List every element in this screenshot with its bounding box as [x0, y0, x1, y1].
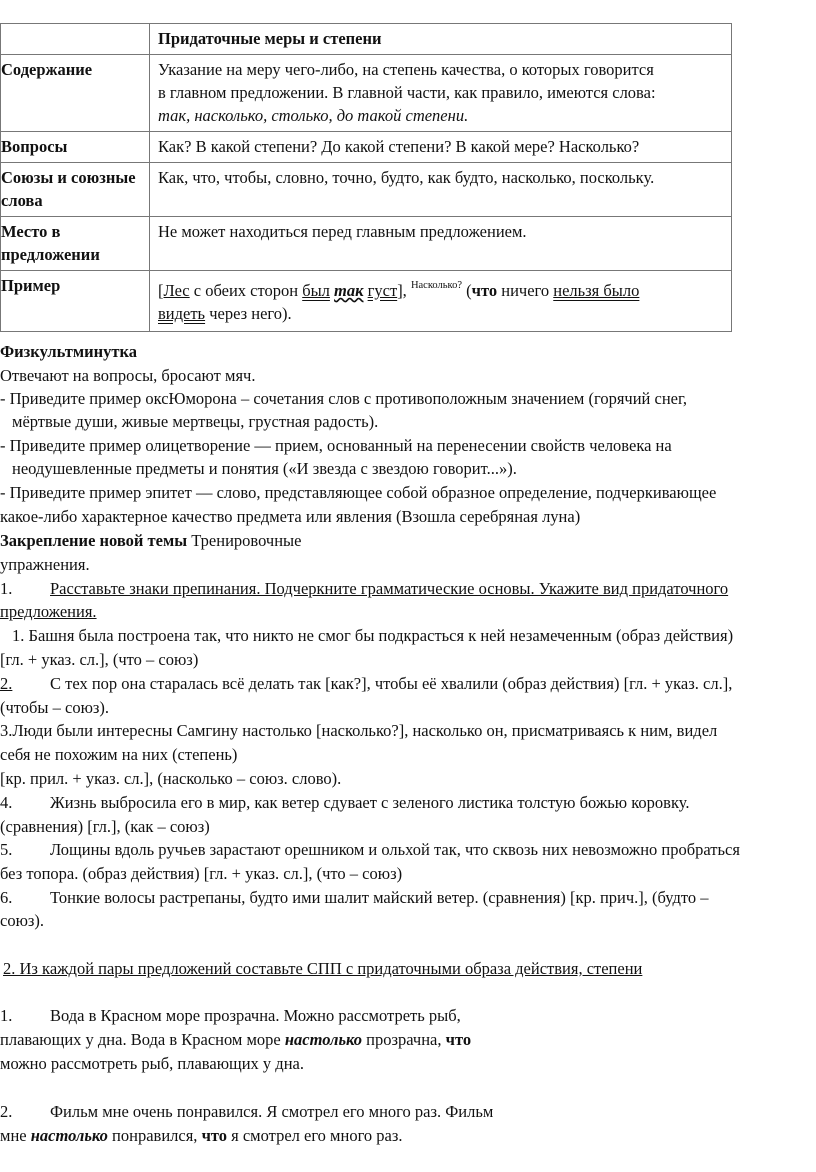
paragraph-line: без топора. (образ действия) [гл. + указ. сл.], (что – союз)	[0, 864, 403, 883]
list-item	[0, 886, 709, 909]
predicate-underline: густ	[367, 281, 398, 300]
table-row	[1, 24, 732, 55]
item-text: Жизнь выбросила его в мир, как ветер сдувает с зеленого листика толстую божью коровку.	[50, 793, 690, 812]
example-text: [	[158, 281, 164, 300]
paragraph-line: [кр. прил. + указ. сл.], (насколько – союз. слово).	[0, 769, 342, 788]
predicate-underline: нельзя было	[553, 281, 640, 300]
text-line: Указание на меру чего-либо, на степень качества, о которых говорится	[158, 60, 654, 79]
paragraph-line: союз).	[0, 911, 45, 930]
list-number: 2.	[0, 1102, 13, 1121]
emphasis-word: что	[201, 1126, 228, 1145]
table-row	[1, 55, 732, 132]
item-text: Фильм мне очень понравился. Я смотрел его много раз. Фильм	[50, 1102, 494, 1121]
task-heading: предложения.	[0, 602, 97, 621]
example-text: ничего	[497, 281, 554, 300]
paragraph-text: прозрачна,	[362, 1030, 446, 1049]
row-label	[1, 163, 150, 217]
example-text: ],	[397, 281, 407, 300]
paragraph-line: [гл. + указ. сл.], (что – союз)	[0, 650, 199, 669]
paragraph-line: Отвечают на вопросы, бросают мяч.	[0, 366, 256, 385]
paragraph-text: понравился,	[107, 1126, 202, 1145]
list-item	[0, 1100, 493, 1123]
paragraph-line: - Приведите пример эпитет — слово, представляющее собой образное определение, подчеркивающее	[0, 483, 717, 502]
task-heading	[0, 577, 728, 600]
list-item	[0, 672, 732, 695]
list-item	[0, 791, 689, 814]
emphasis-word: что	[445, 1030, 472, 1049]
task-text: Расставьте знаки препинания. Подчеркните грамматические основы. Укажите вид придаточного	[50, 579, 729, 598]
section-heading: Физкультминутка	[0, 342, 137, 361]
paragraph-text: плавающих у дна. Вода в Красном море	[0, 1030, 285, 1049]
task-heading: 2. Из каждой пары предложений составьте СПП с придаточными образа действия, степени	[3, 959, 643, 978]
example-text: (	[462, 281, 472, 300]
adverb-underline: так	[334, 281, 364, 300]
row-text	[150, 271, 732, 332]
item-text: С тех пор она старалась всё делать так [как?], чтобы её хвалили (образ действия) [гл. + указ. сл.],	[50, 674, 733, 693]
list-number: 1.	[0, 1006, 13, 1025]
predicate-underline: видеть	[158, 304, 206, 323]
paragraph-text: Тренировочные	[187, 531, 302, 550]
emphasis-word: настолько	[30, 1126, 108, 1145]
item-text: Лощины вдоль ручьев зарастают орешником и ольхой так, что сквозь них невозможно пробраться	[50, 840, 740, 859]
subject-underline: Лес	[163, 281, 190, 300]
paragraph-line: мёртвые души, живые мертвецы, грустная радость).	[12, 412, 379, 431]
paragraph-line: неодушевленные предметы и понятия («И звезда с звездою говорит...»).	[12, 459, 517, 478]
row-text: Не может находиться перед главным предложением.	[150, 217, 732, 271]
table-cell	[1, 24, 150, 55]
list-item	[0, 1004, 461, 1027]
paragraph-line: себя не похожим на них (степень)	[0, 745, 238, 764]
label-line: Союзы и союзные	[1, 168, 136, 187]
table-row	[1, 217, 732, 271]
list-item: 1. Башня была построена так, что никто не смог бы подкрасться к ней незамеченным (образ действия)	[12, 626, 734, 645]
paragraph-text: мне	[0, 1126, 31, 1145]
item-text: Тонкие волосы растрепаны, будто ими шалит майский ветер. (сравнения) [кр. прич.], (будто –	[50, 888, 709, 907]
grammar-table	[0, 23, 732, 332]
label-line: Место в	[1, 222, 61, 241]
question-superscript: Насколько?	[410, 280, 463, 291]
list-number: 4.	[0, 793, 13, 812]
paragraph-line: какое-либо характерное качество предмета или явления (Взошла серебряная луна)	[0, 507, 581, 526]
paragraph-line	[0, 529, 301, 552]
list-number: 2.	[0, 674, 13, 693]
table-header: Придаточные меры и степени	[150, 24, 732, 55]
paragraph-text: я смотрел его много раз.	[227, 1126, 403, 1145]
row-label: Вопросы	[1, 132, 150, 163]
table-row	[1, 132, 732, 163]
row-text: Как? В какой степени? До какой степени? В какой мере? Насколько?	[150, 132, 732, 163]
row-label	[1, 217, 150, 271]
example-text: с обеих сторон	[189, 281, 303, 300]
list-item	[0, 838, 740, 861]
paragraph-line: можно рассмотреть рыб, плавающих у дна.	[0, 1054, 304, 1073]
list-number: 1.	[0, 579, 13, 598]
predicate-underline: был	[302, 281, 330, 300]
row-label: Содержание	[1, 55, 150, 132]
list-number: 5.	[0, 840, 13, 859]
paragraph-line	[0, 1028, 471, 1051]
paragraph-line: (сравнения) [гл.], (как – союз)	[0, 817, 210, 836]
item-text: Вода в Красном море прозрачна. Можно рассмотреть рыб,	[50, 1006, 461, 1025]
paragraph-line	[0, 1124, 403, 1147]
row-text	[150, 55, 732, 132]
row-label: Пример	[1, 271, 150, 332]
paragraph-line: - Приведите пример олицетворение — прием, основанный на перенесении свойств человека на	[0, 436, 672, 455]
paragraph-line: (чтобы – союз).	[0, 698, 110, 717]
table-row	[1, 163, 732, 217]
section-heading: Закрепление новой темы	[0, 531, 188, 550]
table-row	[1, 271, 732, 332]
paragraph-line: упражнения.	[0, 555, 90, 574]
emphasis-word: настолько	[284, 1030, 363, 1049]
text-line: в главном предложении. В главной части, как правило, имеются слова:	[158, 83, 656, 102]
paragraph-line: - Приведите пример оксЮморона – сочетания слов с противоположным значением (горячий снег,	[0, 389, 687, 408]
list-number: 6.	[0, 888, 13, 907]
row-text: Как, что, чтобы, словно, точно, будто, как будто, насколько, поскольку.	[150, 163, 732, 217]
label-line: слова	[1, 191, 43, 210]
list-item: 3.Люди были интересны Самгину настолько [насколько?], насколько он, присматриваясь к ним, видел	[0, 721, 718, 740]
example-text: через него).	[205, 304, 292, 323]
text-line: так, насколько, столько, до такой степени.	[158, 106, 469, 125]
conjunction: что	[471, 281, 498, 300]
label-line: предложении	[1, 245, 100, 264]
